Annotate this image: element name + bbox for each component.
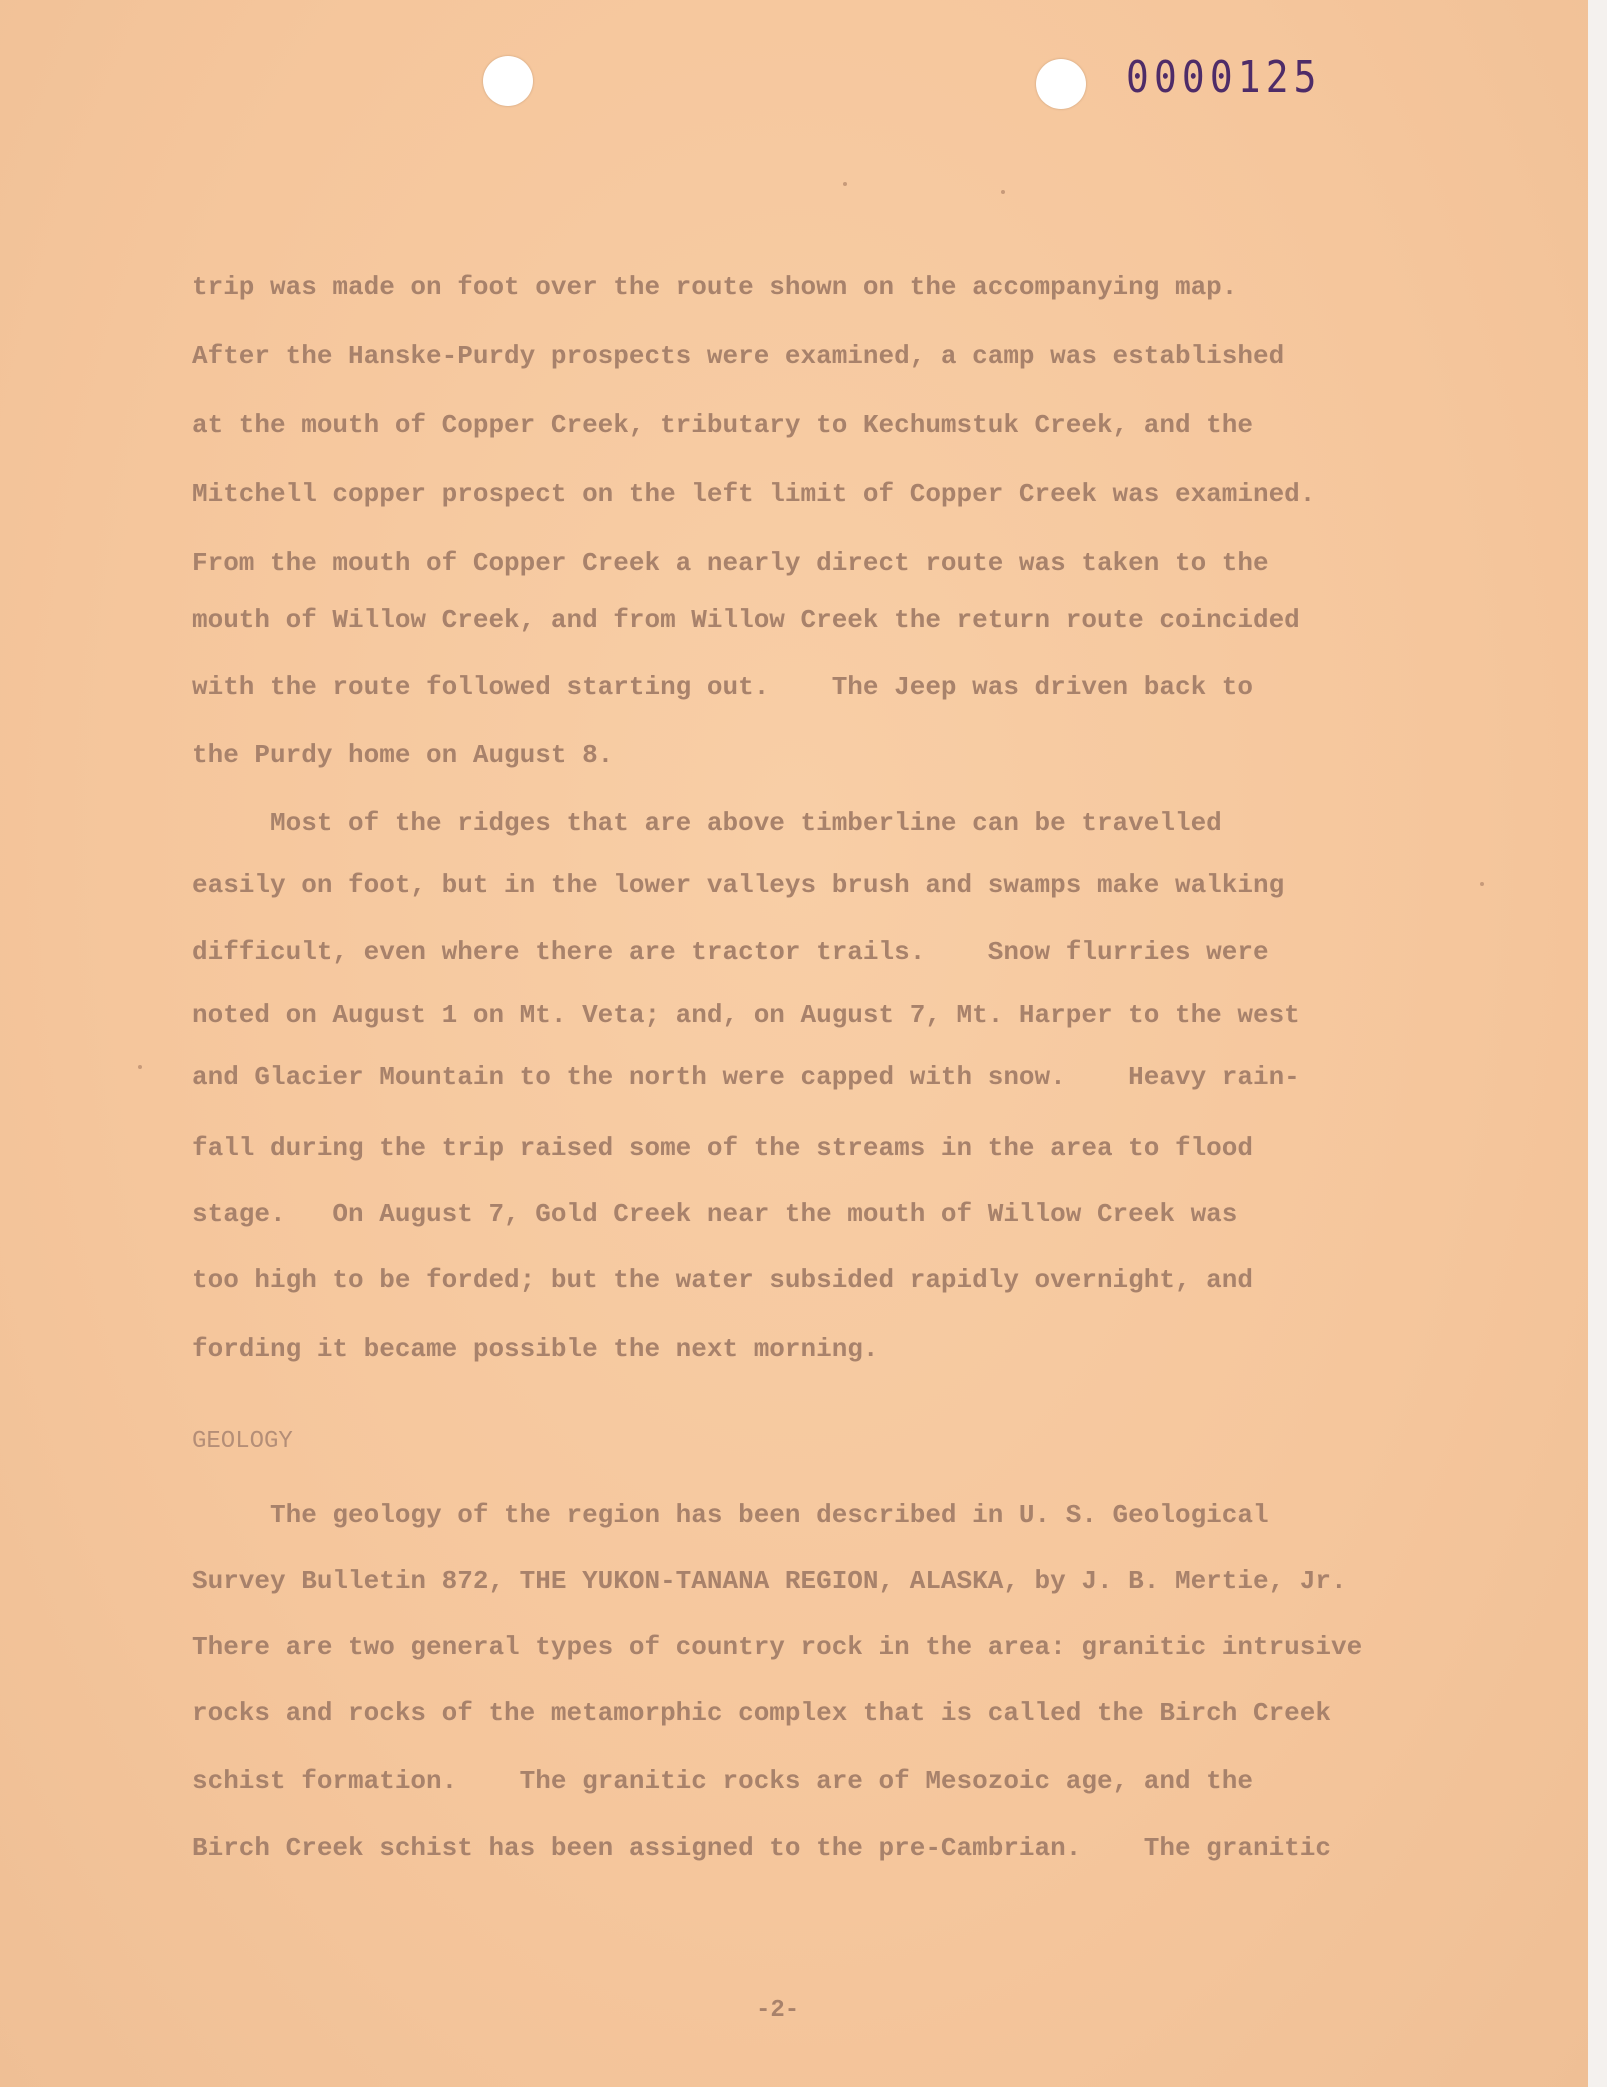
text-line: too high to be forded; but the water subsided rapidly overnight, and [192, 1265, 1253, 1295]
text-line: stage. On August 7, Gold Creek near the mouth of Willow Creek was [192, 1199, 1238, 1229]
stamp-number: 0000125 [1126, 52, 1322, 103]
paper-speck [843, 182, 847, 186]
punch-hole-right [1036, 59, 1086, 109]
text-line: schist formation. The granitic rocks are of Mesozoic age, and the [192, 1766, 1253, 1796]
text-line: trip was made on foot over the route shown on the accompanying map. [192, 272, 1238, 302]
text-line: easily on foot, but in the lower valleys brush and swamps make walking [192, 870, 1285, 900]
section-heading: GEOLOGY [192, 1428, 293, 1455]
text-line: Survey Bulletin 872, THE YUKON-TANANA REGION, ALASKA, by J. B. Mertie, Jr. [192, 1566, 1347, 1596]
text-line: fording it became possible the next morning. [192, 1334, 879, 1364]
paper-speck [138, 1065, 142, 1069]
text-line: the Purdy home on August 8. [192, 740, 614, 770]
paper-speck [1480, 882, 1484, 886]
text-line: After the Hanske-Purdy prospects were examined, a camp was established [192, 341, 1285, 371]
text-line: Most of the ridges that are above timberline can be travelled [192, 808, 1222, 838]
punch-hole-left [483, 56, 533, 106]
text-line: with the route followed starting out. The Jeep was driven back to [192, 672, 1253, 702]
text-line: Birch Creek schist has been assigned to the pre-Cambrian. The granitic [192, 1833, 1331, 1863]
text-line: and Glacier Mountain to the north were capped with snow. Heavy rain- [192, 1062, 1300, 1092]
text-line: Mitchell copper prospect on the left limit of Copper Creek was examined. [192, 479, 1316, 509]
paper-speck [1001, 190, 1005, 194]
text-line: rocks and rocks of the metamorphic complex that is called the Birch Creek [192, 1698, 1331, 1728]
text-line: difficult, even where there are tractor trails. Snow flurries were [192, 937, 1269, 967]
text-line: noted on August 1 on Mt. Veta; and, on August 7, Mt. Harper to the west [192, 1000, 1300, 1030]
text-line: The geology of the region has been described in U. S. Geological [192, 1500, 1269, 1530]
text-line: From the mouth of Copper Creek a nearly direct route was taken to the [192, 548, 1269, 578]
text-line: mouth of Willow Creek, and from Willow Creek the return route coincided [192, 605, 1300, 635]
text-line: fall during the trip raised some of the streams in the area to flood [192, 1133, 1253, 1163]
text-line: There are two general types of country rock in the area: granitic intrusive [192, 1632, 1363, 1662]
scan-margin [1588, 0, 1607, 2087]
text-line: at the mouth of Copper Creek, tributary to Kechumstuk Creek, and the [192, 410, 1253, 440]
page-number: -2- [756, 1997, 800, 2024]
